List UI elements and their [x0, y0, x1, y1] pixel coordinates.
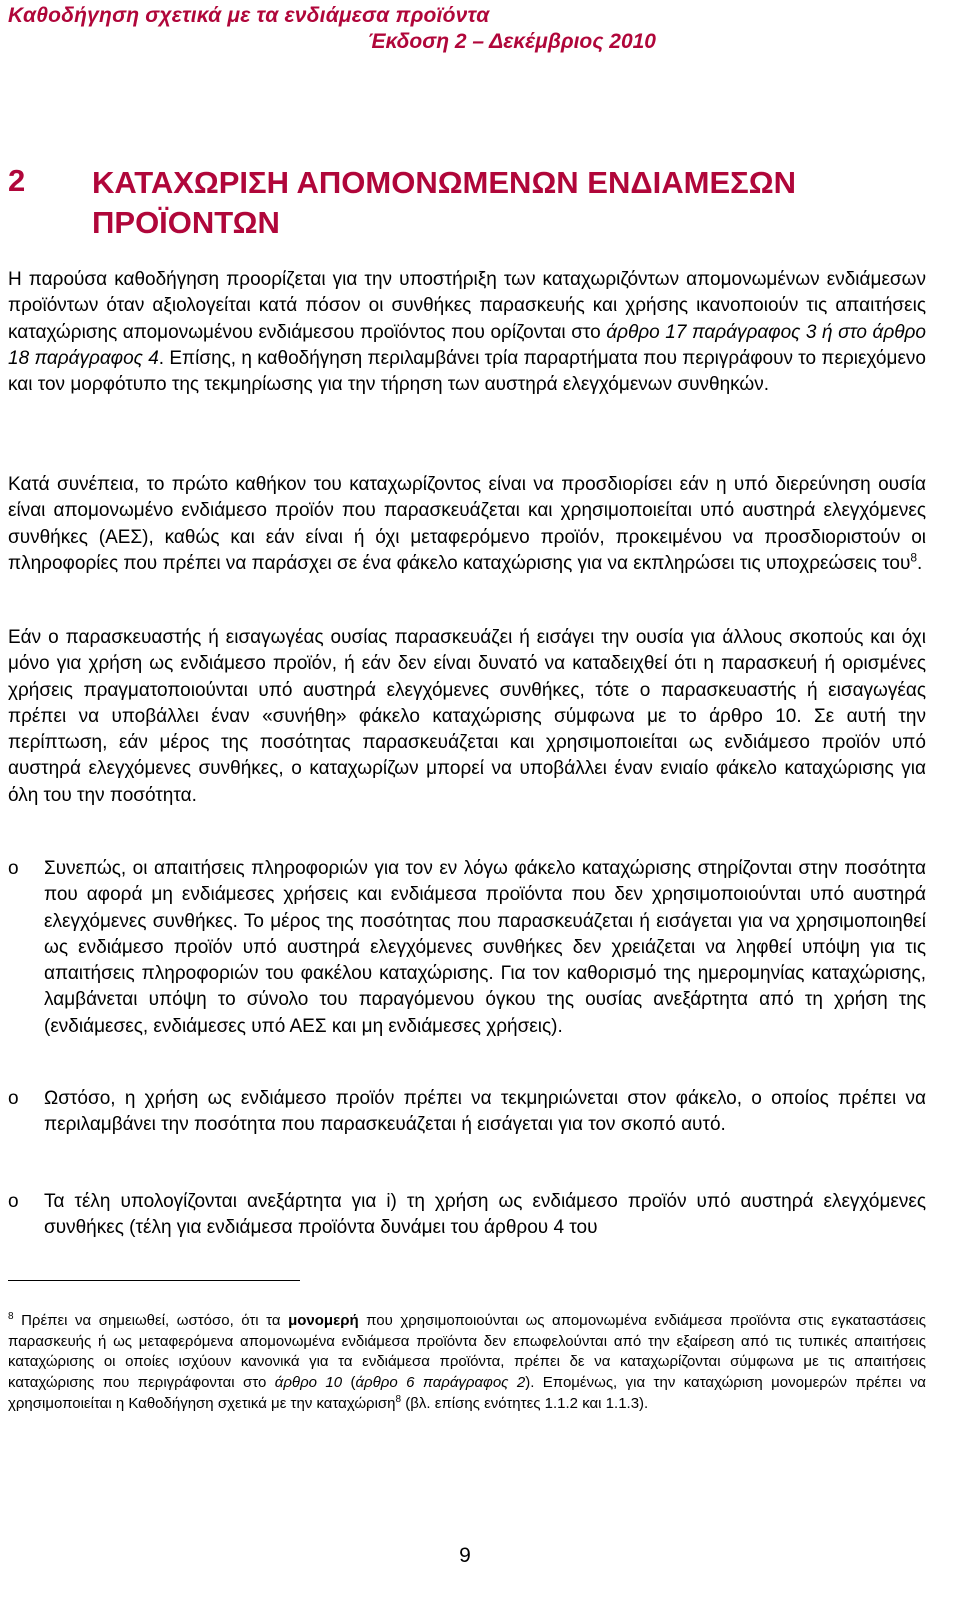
section-title: ΚΑΤΑΧΩΡΙΣΗ ΑΠΟΜΟΝΩΜΕΝΩΝ ΕΝΔΙΑΜΕΣΩΝ ΠΡΟΪΟΝΤΩΝ	[92, 165, 796, 240]
bullet-item	[8, 1086, 926, 1139]
footnote-text-e: (βλ. επίσης ενότητες 1.1.2 και 1.1.3).	[401, 1394, 649, 1412]
edition-header: Έκδοση 2 – Δεκέμβριος 2010	[367, 30, 656, 53]
footnote-ref-article10: άρθρο 10	[274, 1374, 343, 1392]
footnote-text-b: που χρησιμοποιούνται ως απομονωμένα ενδιάμεσα προϊόντα στις εγκαταστάσεις παρασκευής ή ως μεταφερόμενα απομονωμένα ενδιάμεσα προϊόντα δεν επωφελούνται από την εξαίρεση από τις τυπικές απαιτήσεις καταχώρισης οι οποίες ισχύουν κανονικά για τα ενδιάμεσα προϊόντα, πρέπει δε να καταχωρίζονται σύμφωνα με τις απαιτήσεις καταχώρισης που περιγράφονται στο	[8, 1312, 926, 1392]
paragraph-intro-text-b: . Επίσης, η καθοδήγηση περιλαμβάνει τρία παραρτήματα που περιγράφουν το περιεχόμενο και τον μορφότυπο της τεκμηρίωσης για την τήρηση των αυστηρά ελεγχόμενων συνθηκών.	[8, 347, 926, 396]
footnote-inner-sup: 8	[395, 1393, 402, 1405]
paragraph-first-task	[8, 472, 926, 577]
footnote	[8, 1311, 926, 1415]
document-title-header: Καθοδήγηση σχετικά με τα ενδιάμεσα προϊόντα	[8, 4, 490, 27]
bullet-text: Συνεπώς, οι απαιτήσεις πληροφοριών για τον εν λόγω φάκελο καταχώρισης στηρίζονται στην ποσότητα που αφορά μη ενδιάμεσες χρήσεις και ενδιάμεσα προϊόντα που δεν χρησιμοποιούνται υπό αυστηρά ελεγχόμενες συνθήκες. Το μέρος της ποσότητας που παρασκευάζεται ή εισάγεται για να χρησιμοποιηθεί ως ενδιάμεσο προϊόν υπό αυστηρά ελεγχόμενες συνθήκες δεν χρειάζεται να ληφθεί υπόψη για τις απαιτήσεις πληροφοριών του φακέλου καταχώρισης. Για τον καθορισμό της ημερομηνίας καταχώρισης, λαμβάνεται υπόψη το σύνολο του παραγόμενου όγκου της ουσίας ανεξάρτητα από τη χρήση της (ενδιάμεσες, ενδιάμεσες υπό ΑΕΣ και μη ενδιάμεσες χρήσεις).	[44, 858, 926, 1037]
paragraph-manufacturer: Εάν ο παρασκευαστής ή εισαγωγέας ουσίας παρασκευάζει ή εισάγει την ουσία για άλλους σκοπούς και όχι μόνο για χρήση ως ενδιάμεσο προϊόν, ή εάν δεν είναι δυνατό να καταδειχθεί ότι η παρασκευή ή ορισμένες χρήσεις πραγματοποιούνται υπό αυστηρά ελεγχόμενες συνθήκες, τότε ο παρασκευαστής ή εισαγωγέας πρέπει να υποβάλλει έναν «συνήθη» φάκελο καταχώρισης σύμφωνα με το άρθρο 10. Σε αυτή την περίπτωση, εάν μέρος της ποσότητας παρασκευάζεται και χρησιμοποιείται ως ενδιάμεσο προϊόν υπό αυστηρά ελεγχόμενες συνθήκες, ο καταχωρίζων μπορεί να υποβάλλει έναν ενιαίο φάκελο καταχώρισης για όλη του την ποσότητα.	[8, 627, 926, 806]
footnote-text-d: ). Επομένως, για την καταχώριση μονομερών πρέπει να χρησιμοποιείται η Καθοδήγηση σχετικά με την καταχώριση	[8, 1374, 926, 1412]
bullet-text: Τα τέλη υπολογίζονται ανεξάρτητα για i) τη χρήση ως ενδιάμεσο προϊόν υπό αυστηρά ελεγχόμενες συνθήκες (τέλη για ενδιάμεσα προϊόντα δυνάμει του άρθρου 4 του	[44, 1191, 926, 1239]
bullet-marker: o	[8, 1088, 19, 1109]
bullet-item	[8, 1189, 926, 1242]
footnote-separator	[8, 1280, 300, 1281]
footnote-ref-article6: άρθρο 6 παράγραφος 2	[355, 1374, 526, 1392]
bullet-marker: o	[8, 1191, 19, 1212]
paragraph-first-task-text: Κατά συνέπεια, το πρώτο καθήκον του καταχωρίζοντος είναι να προσδιορίσει εάν η υπό διερεύνηση ουσία είναι απομονωμένο ενδιάμεσο προϊόν που παρασκευάζεται και χρησιμοποιείται υπό αυστηρά ελεγχόμενες συνθήκες (ΑΕΣ), καθώς και εάν είναι ή όχι μεταφερόμενο προϊόν, προκειμένου να προσδιοριστούν οι πληροφορίες που πρέπει να παράσχει σε ένα φάκελο καταχώρισης για να εκπληρώσει τις υποχρεώσεις του	[8, 474, 926, 574]
article-reference: άρθρο 17 παράγραφος 3 ή στο άρθρο 18 παράγραφος 4	[8, 321, 926, 369]
section-number: 2	[8, 163, 26, 198]
paragraph-intro-text-a: Η παρούσα καθοδήγηση προορίζεται για την υποστήριξη των καταχωριζόντων απομονωμένων ενδιάμεσων προϊόντων όταν αξιολογείται κατά πόσον οι συνθήκες παρασκευής και χρήσης ικανοποιούν τις απαιτήσεις καταχώρισης απομονωμένου ενδιάμεσου προϊόντος που ορίζονται στο	[8, 269, 926, 343]
paragraph-end-dot: .	[917, 552, 923, 574]
footnote-text-a: Πρέπει να σημειωθεί, ωστόσο, ότι τα	[13, 1312, 289, 1329]
footnote-reference: 8	[910, 550, 918, 565]
bullet-marker: o	[8, 858, 19, 879]
page-number: 9	[459, 1544, 471, 1567]
paragraph-intro	[8, 267, 926, 398]
footnote-number: 8	[8, 1311, 14, 1322]
bullet-text: Ωστόσο, η χρήση ως ενδιάμεσο προϊόν πρέπει να τεκμηριώνεται στον φάκελο, ο οποίος πρέπει να περιλαμβάνει την ποσότητα που παρασκευάζεται ή εισάγεται για τον σκοπό αυτό.	[44, 1088, 926, 1136]
footnote-bold-term: μονομερή	[288, 1312, 359, 1329]
bullet-item	[8, 856, 926, 1040]
footnote-text-c: (	[342, 1374, 356, 1392]
